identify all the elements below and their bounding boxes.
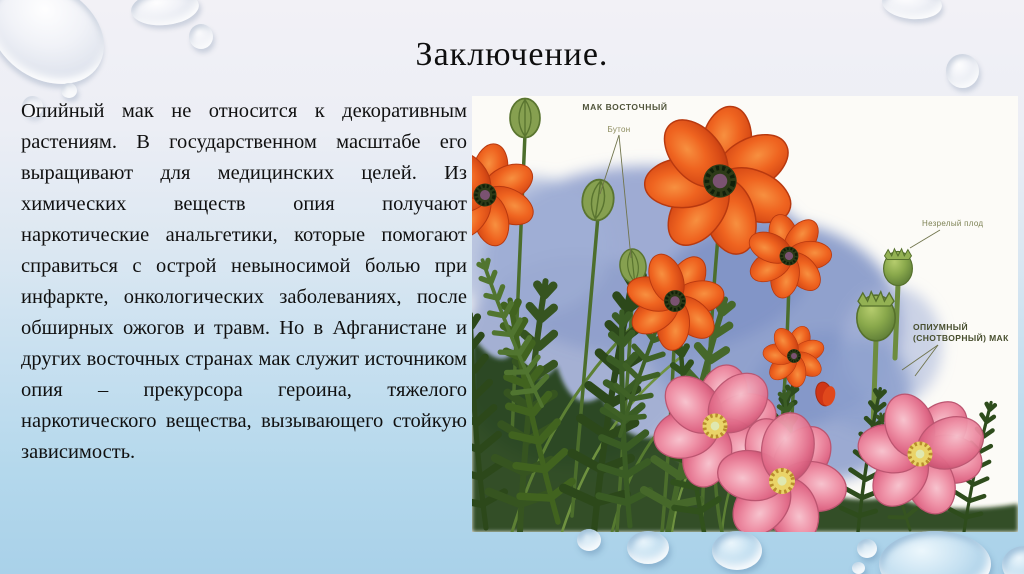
water-droplet bbox=[129, 0, 200, 28]
label-oriental-poppy: МАК ВОСТОЧНЫЙ bbox=[582, 102, 668, 112]
water-droplet bbox=[577, 529, 601, 551]
label-bud: Бутон bbox=[607, 125, 631, 134]
label-opium-poppy-line1: ОПИУМНЫЙ bbox=[913, 322, 968, 332]
poppy-illustration bbox=[472, 96, 1018, 532]
label-opium-poppy-line2: (СНОТВОРНЫЙ) МАК bbox=[913, 333, 1009, 343]
slide-body-text: Опийный мак не относится к декоративным растениям. В государственном масштабе его выращивают для медицинских целей. Из химических веществ опия получают наркотические анальгетики, которые помогают справиться с острой невыносимой болью при инфаркте, онкологических заболеваниях, после обширных ожогов и травм. Но в Афганистане и других восточных странах мак служит источником опия – прекурсора героина, тяжелого наркотического вещества, вызывающего стойкую зависимость. bbox=[21, 100, 467, 463]
label-unripe-fruit: Незрелый плод bbox=[922, 219, 984, 228]
water-droplet bbox=[857, 539, 877, 558]
water-droplet bbox=[881, 0, 943, 22]
water-droplet bbox=[712, 531, 762, 570]
water-droplet bbox=[852, 562, 865, 574]
poppy-illustration-canvas bbox=[472, 96, 1018, 532]
water-droplet bbox=[879, 531, 991, 574]
slide-title: Заключение. bbox=[415, 36, 609, 73]
water-droplet bbox=[1002, 546, 1024, 574]
water-droplet bbox=[627, 531, 669, 564]
